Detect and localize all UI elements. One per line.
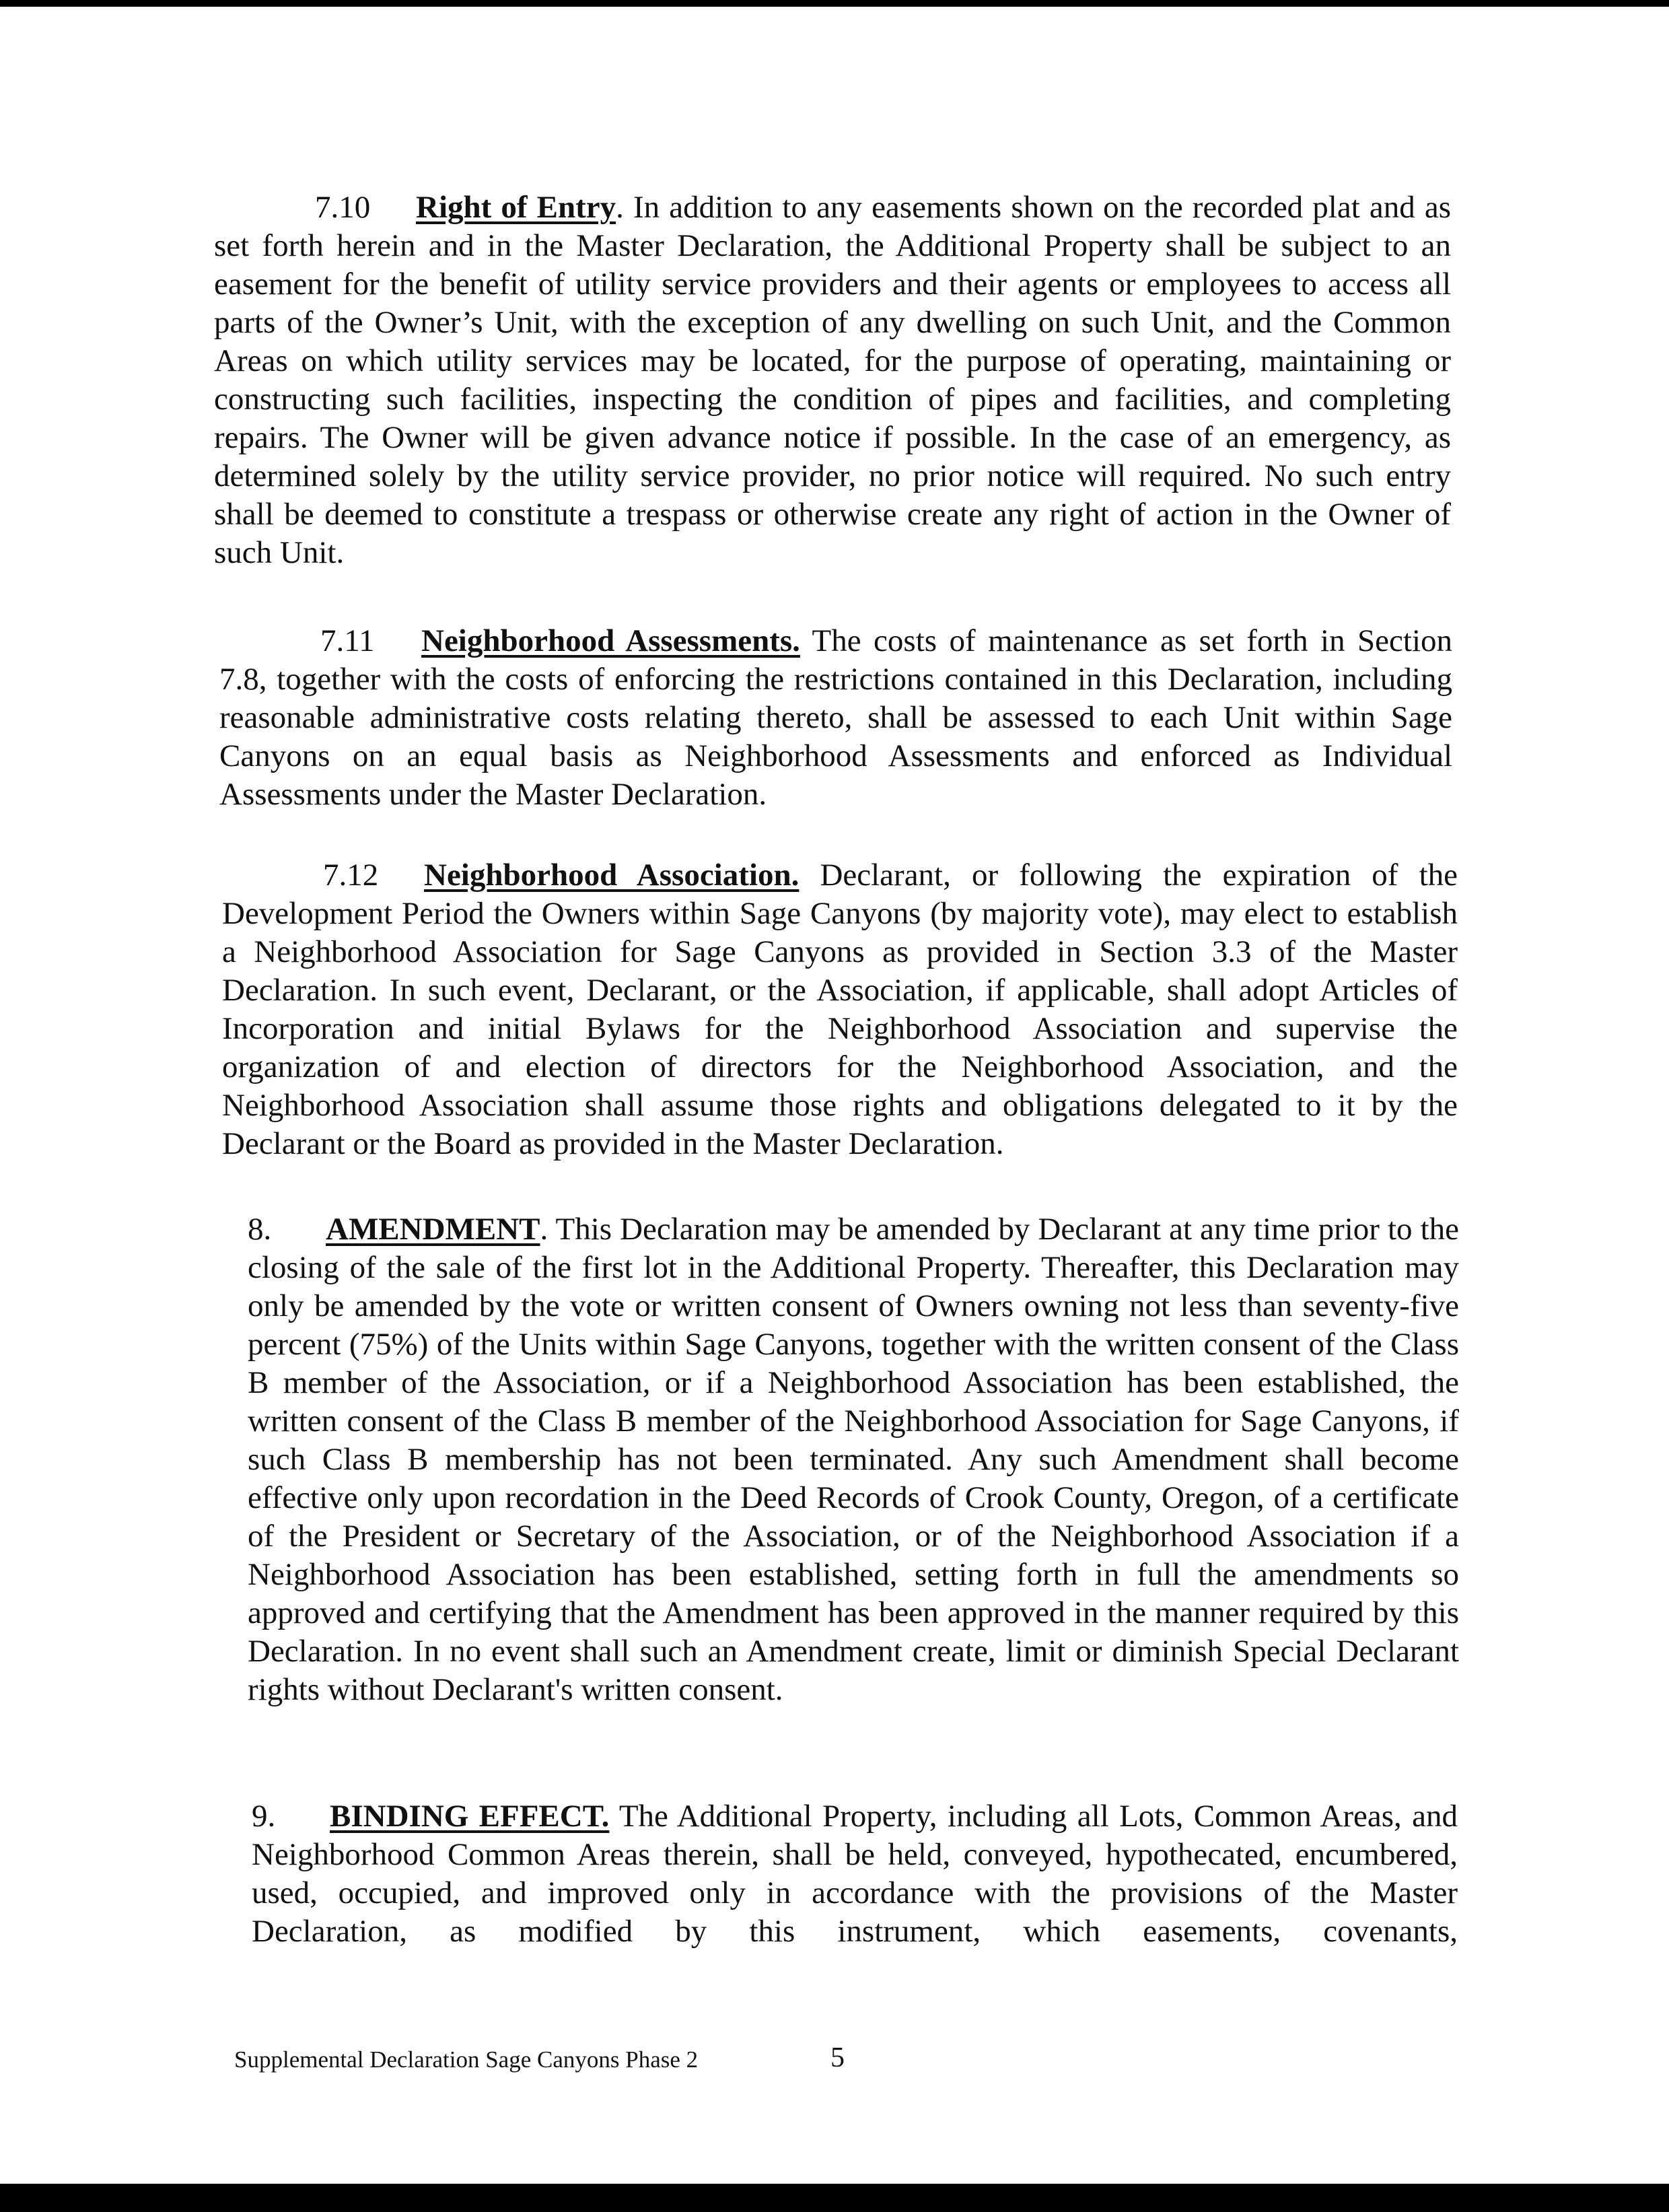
section-heading: Neighborhood Association. <box>424 858 800 893</box>
section-number: 7.12 <box>323 858 379 893</box>
article-number: 8. <box>248 1212 272 1247</box>
article-9-binding-effect <box>252 1797 1458 1951</box>
article-heading: AMENDMENT <box>326 1212 540 1247</box>
article-body: This Declaration may be amended by Declarant at any time prior to the closing of the sale of the first lot in the Additional Property. Thereafter, this Declaration may only be amended by the vote or written consent of Owners owning not less than seventy-five percent (75%) of the Units within Sage Canyons, together with the written consent of the Class B member of the Association, or if a Neighborhood Association has been established, the written consent of the Class B member of the Neighborhood Association for Sage Canyons, if such Class B membership has not been terminated. Any such Amendment shall become effective only upon recordation in the Deed Records of Crook County, Oregon, of a certificate of the President or Secretary of the Association, or of the Neighborhood Association if a Neighborhood Association has been established, setting forth in full the amendments so approved and certifying that the Amendment has been approved in the manner required by this Declaration. In no event shall such an Amendment create, limit or diminish Special Declarant rights without Declarant's written consent. <box>248 1212 1459 1707</box>
scan-border-bottom <box>0 2184 1669 2212</box>
section-body: The costs of maintenance as set forth in Section 7.8, together with the costs of enforcing the restrictions contained in this Declaration, including reasonable administrative costs relating thereto, shall be assessed to each Unit within Sage Canyons on an equal basis as Neighborhood Assessments and enforced as Individual Assessments under the Master Declaration. <box>219 623 1452 812</box>
section-number: 7.11 <box>320 623 375 658</box>
section-heading: Right of Entry <box>416 190 616 225</box>
article-8-amendment <box>248 1210 1459 1709</box>
heading-punctuation: . <box>616 190 624 225</box>
section-body: In addition to any easements shown on the recorded plat and as set forth herein and in the Master Declaration, the Additional Property shall be subject to an easement for the benefit of utility service providers and their agents or employees to access all parts of the Owner’s Unit, with the exception of any dwelling on such Unit, and the Common Areas on which utility services may be located, for the purpose of operating, maintaining or constructing such facilities, inspecting the condition of pipes and facilities, and completing repairs. The Owner will be given advance notice if possible. In the case of an emergency, as determined solely by the utility service provider, no prior notice will required. No such entry shall be deemed to constitute a trespass or otherwise create any right of action in the Owner of such Unit. <box>214 190 1451 570</box>
article-body: The Additional Property, including all Lots, Common Areas, and Neighborhood Common Areas therein, shall be held, conveyed, hypothecated, encumbered, used, occupied, and improved only in accordance with the provisions of the Master Declaration, as modified by this instrument, which easements, covenants, <box>252 1799 1458 1949</box>
heading-punctuation: . <box>540 1212 548 1247</box>
section-7-12-neighborhood-association <box>222 856 1458 1163</box>
page-number: 5 <box>830 2042 845 2073</box>
article-heading: BINDING EFFECT. <box>330 1799 610 1834</box>
article-number: 9. <box>252 1799 276 1834</box>
footer-document-title: Supplemental Declaration Sage Canyons Phase 2 <box>234 2046 699 2073</box>
section-7-11-neighborhood-assessments <box>219 622 1452 814</box>
section-7-10-right-of-entry <box>214 188 1451 572</box>
scan-border-top <box>0 0 1669 7</box>
section-body: Declarant, or following the expiration of the Development Period the Owners within Sage Canyons (by majority vote), may elect to establish a Neighborhood Association for Sage Canyons as provided in Section 3.3 of the Master Declaration. In such event, Declarant, or the Association, if applicable, shall adopt Articles of Incorporation and initial Bylaws for the Neighborhood Association and supervise the organization of and election of directors for the Neighborhood Association, and the Neighborhood Association shall assume those rights and obligations delegated to it by the Declarant or the Board as provided in the Master Declaration. <box>222 858 1458 1161</box>
section-heading: Neighborhood Assessments. <box>421 623 800 658</box>
section-number: 7.10 <box>315 190 371 225</box>
